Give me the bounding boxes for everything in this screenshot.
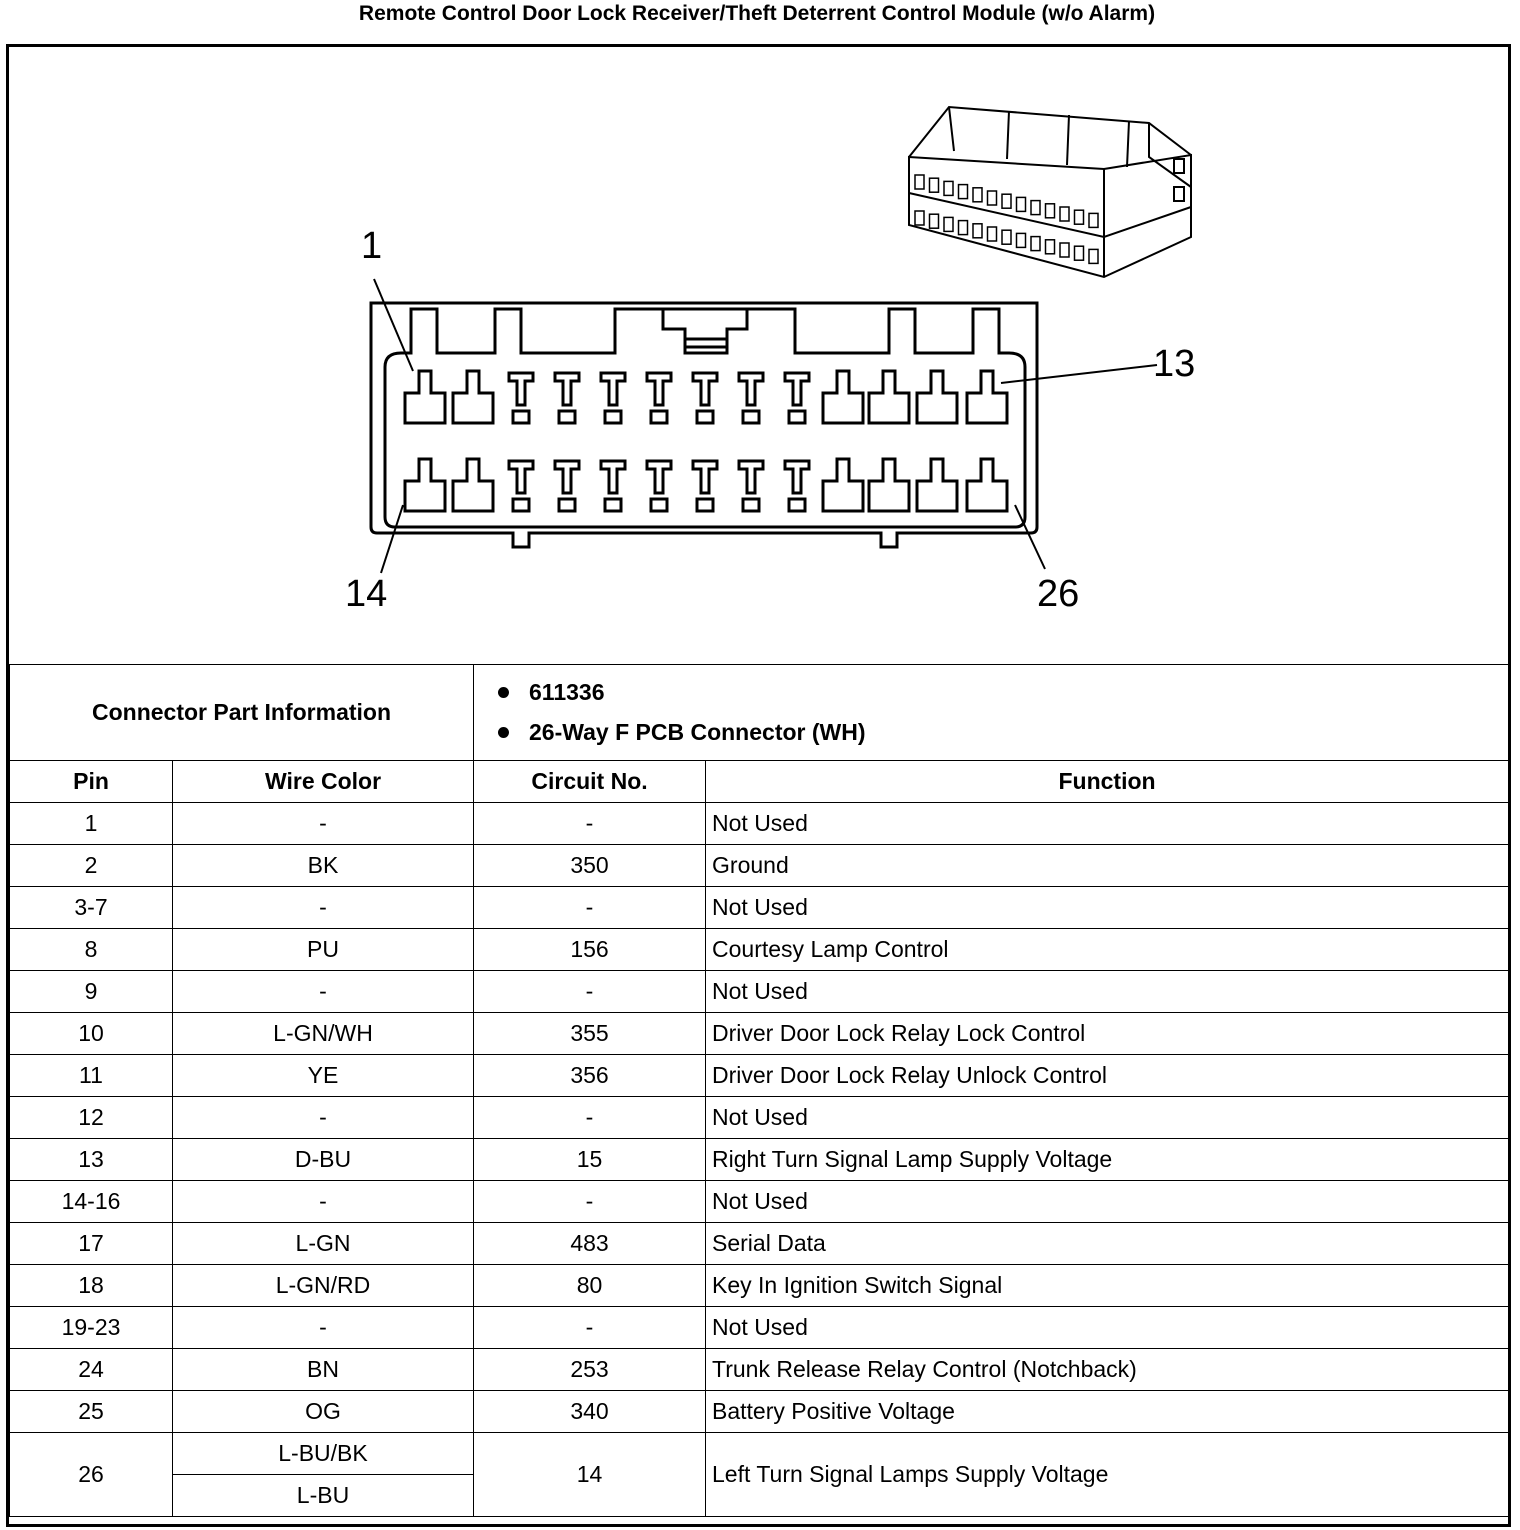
thumbnail-cavity	[1002, 194, 1011, 208]
thumbnail-cavity	[988, 227, 997, 241]
pin-cell: 17	[10, 1223, 173, 1265]
wire-color-cell: PU	[173, 929, 474, 971]
pin-cavity	[869, 371, 909, 423]
function-cell: Battery Positive Voltage	[706, 1391, 1509, 1433]
table-row	[10, 1349, 1509, 1391]
function-cell: Ground	[706, 845, 1509, 887]
pin-cavity-terminal	[743, 411, 759, 423]
function-cell: Left Turn Signal Lamps Supply Voltage	[706, 1433, 1509, 1517]
circuit-cell: -	[474, 971, 706, 1013]
thumbnail-cavity	[930, 214, 939, 228]
function-cell: Driver Door Lock Relay Lock Control	[706, 1013, 1509, 1055]
function-cell: Not Used	[706, 803, 1509, 845]
pin-cavity	[693, 373, 717, 405]
wire-color-cell: -	[173, 1097, 474, 1139]
pin-26-label: 26	[1037, 573, 1080, 615]
bullet-icon	[498, 687, 509, 698]
circuit-cell: -	[474, 1097, 706, 1139]
header-pin: Pin	[10, 761, 173, 803]
pin-cell: 10	[10, 1013, 173, 1055]
pin-cavity	[967, 459, 1007, 511]
header-function: Function	[706, 761, 1509, 803]
function-cell: Not Used	[706, 1307, 1509, 1349]
circuit-cell: -	[474, 887, 706, 929]
function-cell: Right Turn Signal Lamp Supply Voltage	[706, 1139, 1509, 1181]
pin-cavity-terminal	[559, 499, 575, 511]
function-cell: Courtesy Lamp Control	[706, 929, 1509, 971]
circuit-cell: 156	[474, 929, 706, 971]
function-cell: Not Used	[706, 887, 1509, 929]
table-row	[10, 1223, 1509, 1265]
circuit-cell: 350	[474, 845, 706, 887]
connector-description: 26-Way F PCB Connector (WH)	[529, 719, 866, 745]
pin-cavity	[823, 459, 863, 511]
wire-color-cell: L-BU/BK	[173, 1433, 474, 1475]
table-row	[10, 887, 1509, 929]
table-row	[10, 1013, 1509, 1055]
wire-color-cell: BN	[173, 1349, 474, 1391]
table-row	[10, 1097, 1509, 1139]
table-header-row	[10, 761, 1509, 803]
pin-cavity	[869, 459, 909, 511]
thumbnail-cavity	[1089, 249, 1098, 263]
pin-cavity	[647, 461, 671, 493]
wire-color-cell: L-GN/WH	[173, 1013, 474, 1055]
circuit-cell: -	[474, 1307, 706, 1349]
pin-cavity-terminal	[651, 411, 667, 423]
thumbnail-cavity	[1017, 233, 1026, 247]
pin-cavity-terminal	[513, 411, 529, 423]
thumbnail-cavity	[1046, 204, 1055, 218]
pin-cavity	[555, 373, 579, 405]
pin-cell: 25	[10, 1391, 173, 1433]
pin-cell: 18	[10, 1265, 173, 1307]
pin-cavity	[405, 459, 445, 511]
pin-cell: 2	[10, 845, 173, 887]
circuit-cell: 14	[474, 1433, 706, 1517]
pin-cell: 19-23	[10, 1307, 173, 1349]
table-row	[10, 1181, 1509, 1223]
pin-cavity	[601, 373, 625, 405]
wire-color-cell: L-BU	[173, 1475, 474, 1517]
connector-drawing	[9, 47, 1508, 664]
pin-cell: 24	[10, 1349, 173, 1391]
diagram-frame	[6, 44, 1511, 1527]
pin-cell: 9	[10, 971, 173, 1013]
thumbnail-cavity	[1031, 201, 1040, 215]
table-row	[10, 1139, 1509, 1181]
thumbnail-cavity	[1017, 197, 1026, 211]
circuit-cell: 356	[474, 1055, 706, 1097]
pin-cavity-terminal	[789, 499, 805, 511]
wire-color-cell: -	[173, 1307, 474, 1349]
pin-cavity-terminal	[651, 499, 667, 511]
circuit-cell: -	[474, 803, 706, 845]
thumbnail-cavity	[1031, 237, 1040, 251]
thumbnail-cavity	[1075, 246, 1084, 260]
pin-cavity-terminal	[559, 411, 575, 423]
pin-cavity-terminal	[513, 499, 529, 511]
wire-color-cell: -	[173, 887, 474, 929]
function-cell: Not Used	[706, 971, 1509, 1013]
pin-cell: 1	[10, 803, 173, 845]
table-row	[10, 1391, 1509, 1433]
circuit-cell: 15	[474, 1139, 706, 1181]
pin-cavity	[453, 459, 493, 511]
pin-cell: 8	[10, 929, 173, 971]
connector-table	[9, 664, 1509, 1517]
pin-cavity-terminal	[789, 411, 805, 423]
circuit-cell: -	[474, 1181, 706, 1223]
pin-cavity	[693, 461, 717, 493]
pin-cavity	[917, 371, 957, 423]
pin-14-label: 14	[345, 573, 388, 615]
pin-cavity-terminal	[743, 499, 759, 511]
table-row	[10, 1433, 1509, 1475]
pin-cell: 11	[10, 1055, 173, 1097]
thumbnail-cavity	[1075, 210, 1084, 224]
thumbnail-cavity	[1089, 213, 1098, 227]
wire-color-cell: -	[173, 971, 474, 1013]
pin-cavity	[967, 371, 1007, 423]
function-cell: Not Used	[706, 1097, 1509, 1139]
thumbnail-cavity	[1060, 243, 1069, 257]
pin-cavity-terminal	[605, 499, 621, 511]
pin-cavity	[785, 461, 809, 493]
thumbnail-cavity	[973, 224, 982, 238]
circuit-cell: 340	[474, 1391, 706, 1433]
circuit-cell: 253	[474, 1349, 706, 1391]
pin-cavity	[405, 371, 445, 423]
table-row	[10, 803, 1509, 845]
pin-cavity	[509, 461, 533, 493]
thumbnail-cavity	[973, 188, 982, 202]
pin-13-label: 13	[1153, 343, 1196, 385]
pin-cavity-terminal	[697, 411, 713, 423]
connector-part-info-values	[474, 665, 1509, 761]
thumbnail-cavity	[988, 191, 997, 205]
wire-color-cell: YE	[173, 1055, 474, 1097]
pin-cell: 13	[10, 1139, 173, 1181]
table-row	[10, 929, 1509, 971]
circuit-cell: 80	[474, 1265, 706, 1307]
connector-diagram	[9, 47, 1508, 664]
header-wire-color: Wire Color	[173, 761, 474, 803]
bullet-icon	[498, 727, 509, 738]
pin-cavity	[917, 459, 957, 511]
pin-cell: 26	[10, 1433, 173, 1517]
part-number-item	[498, 673, 1508, 713]
table-rows	[10, 803, 1509, 1433]
table-row	[10, 1055, 1509, 1097]
thumbnail-cavity	[1046, 240, 1055, 254]
thumbnail-cavity	[930, 178, 939, 192]
function-cell: Trunk Release Relay Control (Notchback)	[706, 1349, 1509, 1391]
pin-cell: 12	[10, 1097, 173, 1139]
pin-cavity	[555, 461, 579, 493]
connector-part-info-row	[10, 665, 1509, 761]
table-row	[10, 845, 1509, 887]
wire-color-cell: OG	[173, 1391, 474, 1433]
pin-cavity	[739, 461, 763, 493]
table-row	[10, 971, 1509, 1013]
connector-description-item	[498, 713, 1508, 753]
pin-cavity	[785, 373, 809, 405]
pin-cavity-terminal	[605, 411, 621, 423]
thumbnail-cavity	[1060, 207, 1069, 221]
wire-color-cell: BK	[173, 845, 474, 887]
table-row	[10, 1307, 1509, 1349]
pin-cell: 14-16	[10, 1181, 173, 1223]
thumbnail-cavity	[1002, 230, 1011, 244]
pin-cavity	[823, 371, 863, 423]
thumbnail-cavity	[959, 221, 968, 235]
thumbnail-cavity	[944, 217, 953, 231]
table-row	[10, 1265, 1509, 1307]
pin-cavity-terminal	[697, 499, 713, 511]
function-cell: Serial Data	[706, 1223, 1509, 1265]
circuit-cell: 483	[474, 1223, 706, 1265]
circuit-cell: 355	[474, 1013, 706, 1055]
part-number: 611336	[529, 679, 605, 705]
wire-color-cell: L-GN	[173, 1223, 474, 1265]
wire-color-cell: L-GN/RD	[173, 1265, 474, 1307]
pin-cell: 3-7	[10, 887, 173, 929]
pin-cavity	[509, 373, 533, 405]
thumbnail-cavity	[959, 185, 968, 199]
thumbnail-cavity	[944, 181, 953, 195]
function-cell: Driver Door Lock Relay Unlock Control	[706, 1055, 1509, 1097]
header-circuit: Circuit No.	[474, 761, 706, 803]
wire-color-cell: D-BU	[173, 1139, 474, 1181]
pin-cavity	[739, 373, 763, 405]
pin-1-label: 1	[361, 225, 383, 267]
pin-cavity	[453, 371, 493, 423]
function-cell: Key In Ignition Switch Signal	[706, 1265, 1509, 1307]
pin-cavity	[601, 461, 625, 493]
pin-cavity	[647, 373, 671, 405]
thumbnail-cavity	[915, 211, 924, 225]
wire-color-cell: -	[173, 803, 474, 845]
page-title: Remote Control Door Lock Receiver/Theft Deterrent Control Module (w/o Alarm)	[358, 2, 1156, 25]
connector-part-info-label: Connector Part Information	[10, 665, 474, 761]
function-cell: Not Used	[706, 1181, 1509, 1223]
wire-color-cell: -	[173, 1181, 474, 1223]
thumbnail-cavity	[915, 175, 924, 189]
